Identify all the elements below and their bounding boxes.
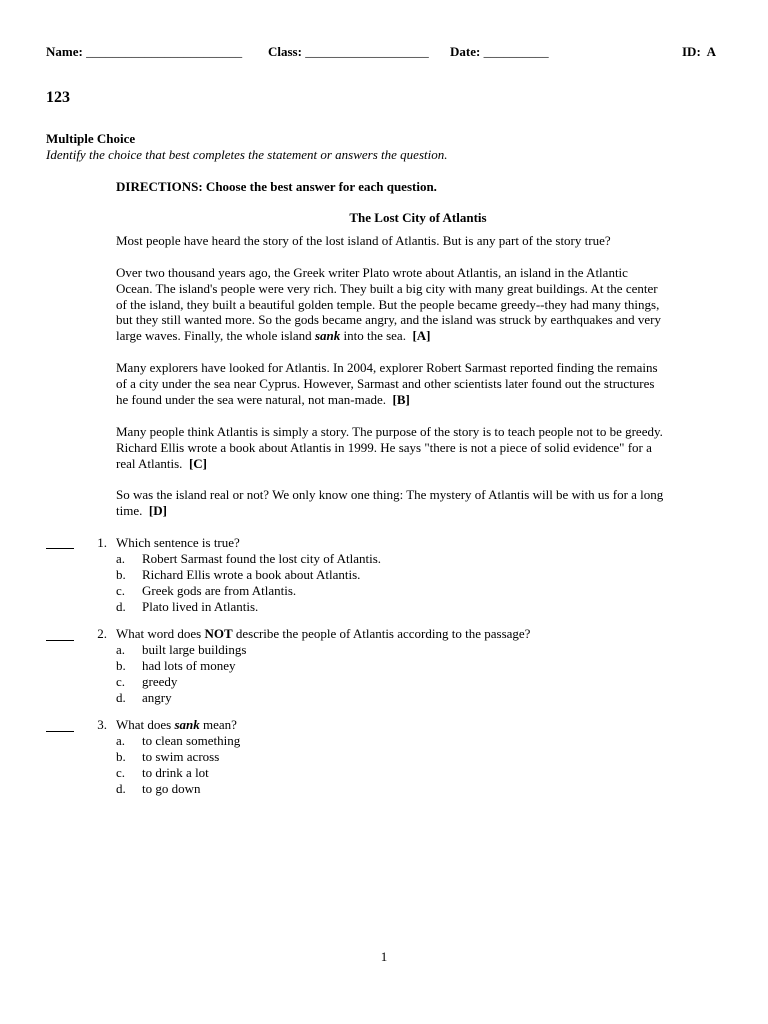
- id-field: [682, 44, 716, 60]
- paragraph-line: Over two thousand years ago, the Greek writer Plato wrote about Atlantis, an island in the Atlantic: [116, 265, 628, 280]
- page-number: 1: [380, 949, 388, 964]
- answer-blank[interactable]: [46, 548, 74, 549]
- question-text-part: mean?: [203, 717, 237, 732]
- emphasis-not: NOT: [204, 626, 233, 641]
- paragraph-text: he found under the sea were natural, not man-made.: [116, 391, 387, 407]
- paragraph-line: [116, 328, 720, 344]
- vocab-word-sank: sank: [174, 717, 200, 732]
- paragraph-line: [116, 392, 720, 408]
- class-field: [268, 44, 429, 60]
- option-letter: b.: [116, 567, 126, 582]
- question-text-part: What word does: [116, 626, 202, 641]
- passage-paragraph-3: [116, 424, 720, 471]
- option-text: had lots of money: [142, 658, 236, 673]
- date-label: Date:: [450, 44, 481, 59]
- vocab-word-sank: sank: [314, 328, 341, 344]
- option-text: to go down: [142, 781, 201, 796]
- question-number: 3.: [97, 717, 107, 732]
- marker-d: [D]: [148, 502, 167, 518]
- question-text: [116, 626, 530, 642]
- answer-blank[interactable]: [46, 640, 74, 641]
- option-letter: d.: [116, 781, 126, 796]
- option-text: Richard Ellis wrote a book about Atlantis.: [142, 567, 361, 582]
- option-letter: d.: [116, 690, 126, 705]
- question-text: [116, 717, 237, 733]
- passage-intro: [116, 233, 720, 249]
- directions: DIRECTIONS: Choose the best answer for each question.: [116, 179, 437, 194]
- option-letter: c.: [116, 674, 126, 689]
- paragraph-text: large waves. Finally, the whole island: [116, 328, 312, 344]
- paragraph-line: Many explorers have looked for Atlantis. In 2004, explorer Robert Sarmast reported finding the remains: [116, 360, 658, 375]
- passage-paragraph-1: [116, 265, 720, 344]
- option-text: to clean something: [142, 733, 241, 748]
- question-text-part: What does: [116, 717, 172, 732]
- question-number: 1.: [97, 535, 107, 550]
- class-label: Class:: [268, 44, 302, 59]
- section-instruction: Identify the choice that best completes the statement or answers the question.: [46, 147, 448, 162]
- option-letter: d.: [116, 599, 126, 614]
- paragraph-line: of the island, they built a beautiful golden temple. But the people became greedy--they had many things,: [116, 296, 660, 312]
- id-label: ID:: [682, 44, 701, 59]
- paragraph-line: Richard Ellis wrote a book about Atlantis in 1999. He says "there is not a piece of solid evidence" for a: [116, 439, 652, 455]
- option-text: angry: [142, 690, 172, 705]
- option-text: Plato lived in Atlantis.: [142, 599, 259, 614]
- option-letter: c.: [116, 765, 126, 780]
- option-letter: a.: [116, 551, 126, 566]
- question-text: Which sentence is true?: [116, 535, 240, 550]
- option-text: Robert Sarmast found the lost city of Atlantis.: [142, 551, 382, 566]
- passage-intro-line: Most people have heard the story of the lost island of Atlantis. But is any part of the story true?: [116, 233, 611, 248]
- option-letter: c.: [116, 583, 126, 598]
- name-blank: ________________________: [86, 44, 243, 59]
- option-text: to swim across: [142, 749, 220, 764]
- marker-c: [C]: [188, 455, 207, 471]
- paragraph-text: into the sea.: [343, 328, 406, 344]
- name-field: [46, 44, 242, 60]
- option-text: to drink a lot: [142, 765, 209, 780]
- paragraph-text: real Atlantis.: [116, 455, 183, 471]
- option-text: Greek gods are from Atlantis.: [142, 583, 297, 598]
- paragraph-line: of a city under the sea near Cyprus. However, Sarmast and other scientists later found out the structures: [116, 375, 655, 391]
- passage-paragraph-4: [116, 487, 720, 519]
- date-blank: __________: [483, 44, 549, 59]
- paragraph-line: [116, 503, 720, 519]
- paragraph-text: time.: [116, 502, 143, 518]
- date-field: [450, 44, 549, 60]
- answer-blank[interactable]: [46, 731, 74, 732]
- option-letter: b.: [116, 658, 126, 673]
- test-title: 123: [46, 89, 70, 106]
- paragraph-line: but they still wanted more. So the gods became angry, and the island was struck by earthquakes and very: [116, 312, 662, 328]
- section-title: Multiple Choice: [46, 131, 136, 146]
- marker-b: [B]: [392, 391, 410, 407]
- question-number: 2.: [97, 626, 107, 641]
- name-label: Name:: [46, 44, 83, 59]
- question-text-part: describe the people of Atlantis according to the passage?: [235, 626, 531, 641]
- option-text: greedy: [142, 674, 178, 689]
- passage-title: The Lost City of Atlantis: [349, 210, 487, 225]
- paragraph-line: So was the island real or not? We only know one thing: The mystery of Atlantis will be with us for a long: [116, 487, 664, 502]
- paragraph-line: Ocean. The island's people were very rich. They built a big city with many great buildings. At the center: [116, 280, 658, 296]
- option-letter: a.: [116, 642, 126, 657]
- option-text: built large buildings: [142, 642, 247, 657]
- paragraph-line: [116, 456, 720, 472]
- paragraph-line: Many people think Atlantis is simply a story. The purpose of the story is to teach people not to be greedy.: [116, 424, 663, 439]
- id-value: A: [706, 44, 716, 59]
- marker-a: [A]: [412, 328, 431, 344]
- option-letter: b.: [116, 749, 126, 764]
- option-letter: a.: [116, 733, 126, 748]
- passage-paragraph-2: [116, 360, 720, 407]
- class-blank: ___________________: [305, 44, 429, 59]
